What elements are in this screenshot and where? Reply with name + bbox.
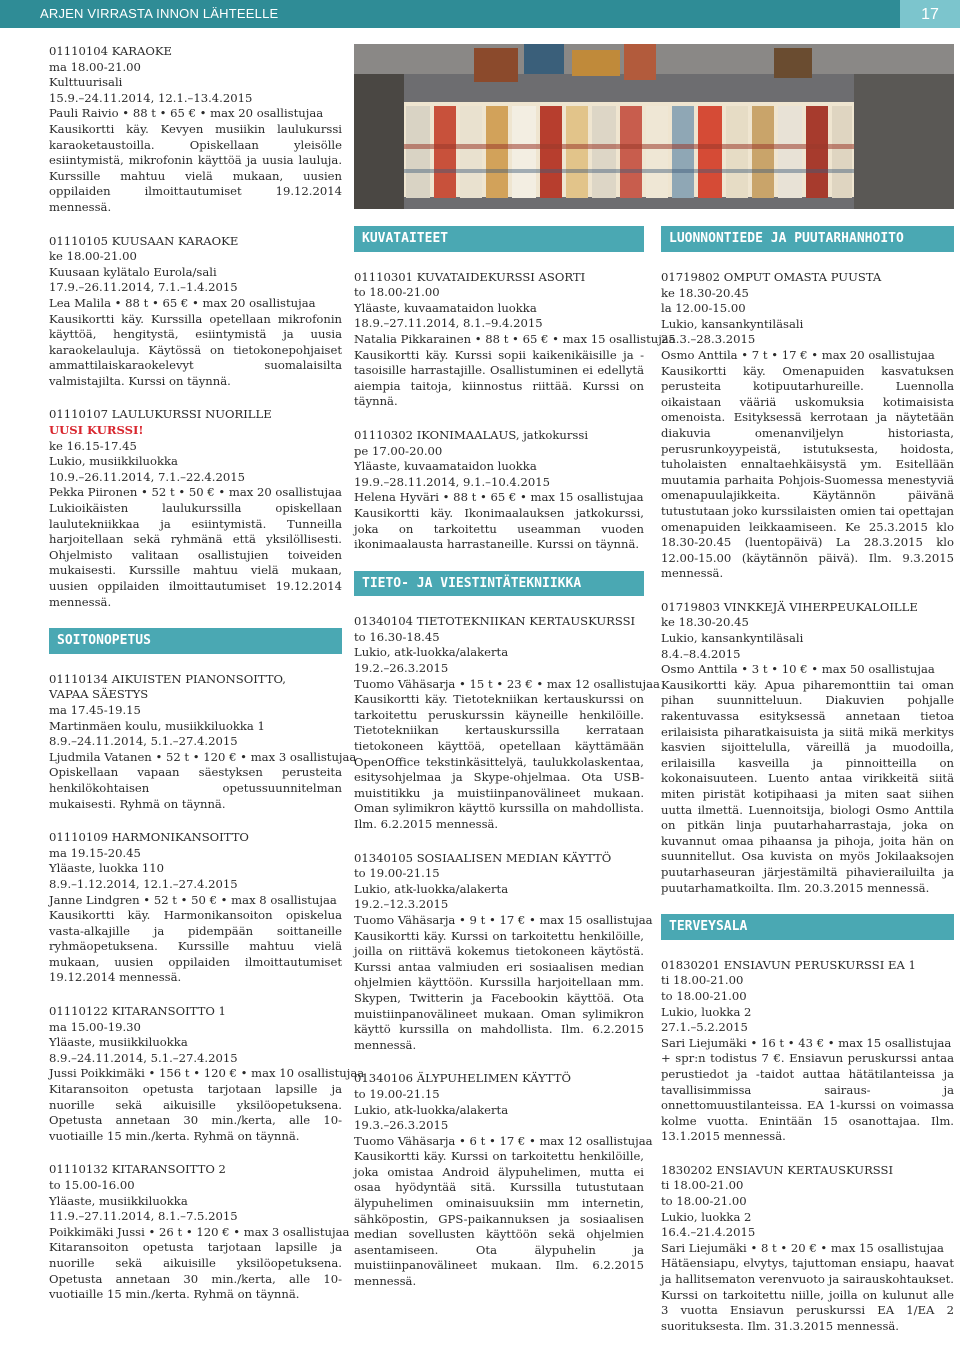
course-description: Kausikortti käy. Harmonikansoiton opiskelua vasta-alkajille ja pidempään soittaneille ryhmäopetuksena. Kurssille mahtuu vielä mukaan, uusien oppilaiden ilmoittautumiset 19.12.2014 mennessä. — [49, 908, 342, 985]
column-1 — [49, 44, 365, 1321]
course-teacher: Ljudmila Vatanen • 52 t • 120 € • max 3 osallistujaa — [49, 749, 357, 764]
course-ensiapu-perus — [661, 958, 954, 1145]
course-time-2: to 18.00-21.00 — [661, 1194, 747, 1209]
course-title: 01110134 AIKUISTEN PIANONSOITTO, — [49, 671, 286, 686]
course-time: ma 18.00-21.00 — [49, 59, 141, 74]
course-dates: 19.2.–26.3.2015 — [354, 661, 449, 676]
course-teacher: Sari Liejumäki • 16 t • 43 € • max 15 osallistujaa — [661, 1035, 952, 1050]
course-time: ma 17.45-19.15 — [49, 702, 141, 717]
course-location: Yläaste, musiikkiluokka — [49, 1035, 188, 1050]
course-description: Kausikortti käy. Ikonimaalauksen jatkokurssi, joka on tarkoitettu useamman vuoden ikonimaalausta harrastaneille. Kurssi on täynnä. — [354, 505, 644, 552]
course-title: 01110107 LAULUKURSSI NUORILLE — [49, 407, 272, 422]
course-description: Kausikortti käy. Kurssilla opetellaan mikrofonin käyttöä, hengitystä, esiintymistä ja uusia karaokelauluja. Käytössä on tietokonepohjaiset ammattilaiskaraokelevyt suomalaisilta valmistajilta. Kurssi on täynnä. — [49, 311, 342, 388]
course-time: ti 18.00-21.00 — [661, 973, 744, 988]
course-dates: 10.9.–26.11.2014, 7.1.–22.4.2015 — [49, 469, 245, 484]
course-description: Lukioikäisten laulukurssilla opiskellaan laulutekniikkaa ja esiintymistä. Tunneilla harjoitellaan sekä ryhmänä että yksilöllisesti. Ohjelmisto valitaan osallistujien toiveiden mukaisesti. Kurssille mahtuu vielä mukaan, uusien oppilaiden ilmoittautumiset 19.12.2014 mennessä. — [49, 501, 342, 609]
course-dates: 8.9.–24.11.2014, 5.1.–27.4.2015 — [49, 734, 238, 749]
course-title: 01340105 SOSIAALISEN MEDIAN KÄYTTÖ — [354, 850, 612, 865]
course-tietotekniikka-kertaus — [354, 614, 660, 832]
course-location: Yläaste, kuvaamataidon luokka — [354, 459, 537, 474]
course-location: Kulttuurisali — [49, 75, 123, 90]
course-description: Kausikortti käy. Tietotekniikan kertauskurssi on tarkoitettu peruskurssin käyneille henkilöille. Tietotekniikan kertauskurssilla kerrataan tietokoneen käyttöä, opetellaan käyttämään OpenOffice tekstinkäsittelyä, taulukkolaskentaa, esitysohjelmaa ja Skype-ohjelmaa. Ota USB-muistitikku ja muistiinpanovälineet mukaan. Oman sylimikron käyttö kurssilla on mahdollista. Ilm. 6.2.2015 mennessä. — [354, 692, 644, 831]
course-location: Lukio, luokka 2 — [661, 1004, 752, 1019]
course-dates: 15.9.–24.11.2014, 12.1.–13.4.2015 — [49, 90, 253, 105]
course-time: ke 18.30-20.45 — [661, 285, 749, 300]
course-description: Hätäensiapu, elvytys, tajuttoman ensiapu, haavat ja hallitsematon verenvuoto ja sairauskohtaukset. Kurssi on tarkoitettu niille, joilla on kulunut alle 3 vuotta Ensiavun peruskurssi EA 1/EA 2 suorituksesta. Ilm. 31.3.2015 mennessä. — [661, 1256, 954, 1333]
course-title: 01110302 IKONIMAALAUS, jatkokurssi — [354, 427, 589, 442]
course-vinkkeja — [661, 600, 954, 896]
page-number: 17 — [900, 0, 960, 28]
course-location: Lukio, kansankyntiläsali — [661, 316, 804, 331]
course-location: Kuusaan kylätalo Eurola/sali — [49, 264, 217, 279]
course-description: Kausikortti käy. Omenapuiden kasvatuksen perusteita kotipuutarhureille. Luennolla oikaistaan vääriä uskomuksia kotimaisista omenoista. Esityksessä kerrotaan ja näytetään diakuvia omenanviljelyn historiasta, perusrunkoyypeistä, istutuksesta, hoidosta, tuholaisten ennaltaehkäisystä ym. Esitellään muutamia parhaita Pohjois-Suomessa menestyviä omenapuulajikkeita. Käytännön päivänä tutustutaan joko kurssilaisten omien tai opettajan omenapuiden leikkaamiseen. Ke 25.3.2015 klo 18.30-20.45 (luentopäivä) La 28.3.2015 klo 12.00-15.00 (käytännön päivä). Ilm. 9.3.2015 mennessä. — [661, 363, 954, 581]
course-description: Kausikortti käy. Kevyen musiikin laulukurssi karaoketaustoilla. Opiskellaan yleisölle esiintymistä, mikrofonin käyttöä ja uusia lauluja. Kurssille mahtuu vielä mukaan, uusien oppilaiden ilmoittautumiset 19.12.2014 mennessä. — [49, 121, 342, 214]
course-teacher: Jussi Poikkimäki • 156 t • 120 € • max 10 osallistujaa — [49, 1066, 365, 1081]
course-time: to 19.00-21.15 — [354, 1086, 440, 1101]
course-dates: 19.9.–28.11.2014, 9.1.–10.4.2015 — [354, 474, 550, 489]
course-dates: 11.9.–27.11.2014, 8.1.–7.5.2015 — [49, 1209, 238, 1224]
course-teacher: Sari Liejumäki • 8 t • 20 € • max 15 osallistujaa — [661, 1240, 944, 1255]
course-title: 01719802 OMPUT OMASTA PUUSTA — [661, 270, 882, 284]
course-sosiaalinen-media — [354, 850, 653, 1054]
section-luonnontiede-ja-puutarhanhoito: LUONNONTIEDE JA PUUTARHANHOITO — [661, 226, 954, 252]
course-location: Yläaste, musiikkiluokka — [49, 1193, 188, 1208]
course-alypuhelin — [354, 1071, 653, 1289]
course-time: to 15.00-16.00 — [49, 1178, 135, 1192]
course-dates: 8.9.–1.12.2014, 12.1.–27.4.2015 — [49, 876, 238, 891]
course-teacher: Janne Lindgren • 52 t • 50 € • max 8 osallistujaa — [49, 892, 337, 907]
course-title: 01110105 KUUSAAN KARAOKE — [49, 233, 239, 248]
section-terveysala: TERVEYSALA — [661, 914, 954, 940]
course-time: to 19.00-21.15 — [354, 866, 440, 881]
course-dates: 17.9.–26.11.2014, 7.1.–1.4.2015 — [49, 280, 238, 295]
section-soitonopetus: SOITONOPETUS — [49, 628, 342, 654]
course-title: 01110122 KITARANSOITTO 1 — [49, 1004, 226, 1019]
new-course-badge: UUSI KURSSI! — [49, 423, 144, 438]
course-title: 01110109 HARMONIKANSOITTO — [49, 830, 249, 845]
course-dates: 8.4.–8.4.2015 — [661, 646, 741, 661]
page-header — [0, 0, 960, 28]
column-2 — [354, 222, 676, 1308]
course-location: Martinmäen koulu, musiikkiluokka 1 — [49, 718, 265, 733]
header-title: ARJEN VIRRASTA INNON LÄHTEELLE — [40, 6, 279, 21]
course-dates: 19.3.–26.3.2015 — [354, 1118, 449, 1133]
course-title: 01830201 ENSIAVUN PERUSKURSSI EA 1 — [661, 957, 916, 972]
course-title: 01110104 KARAOKE — [49, 44, 172, 58]
course-title-cont: VAPAA SÄESTYS — [49, 687, 149, 702]
course-time-2: to 18.00-21.00 — [661, 988, 747, 1003]
course-time-2: la 12.00-15.00 — [661, 301, 746, 316]
course-teacher: Lea Malila • 88 t • 65 € • max 20 osallistujaa — [49, 295, 316, 310]
course-description: Kausikortti käy. Kurssi on tarkoitettu henkilöille, joka omistaa Android älypuhelimen, mutta ei osaa hyödyntää sitä. Kurssilla tutustutaan älypuhelimen ominaisuuksiin mm internetin, sähköpostin, GPS-paikannuksen ja sosiaalisen median sovellusten käyttöön sekä ohjelmien asentamiseen. Ota älypuhelin ja muistiinpanovälineet mukaan. Ilm. 6.2.2015 mennessä. — [354, 1149, 644, 1289]
course-teacher: Poikkimäki Jussi • 26 t • 120 € • max 3 osallistujaa — [49, 1224, 350, 1239]
course-teacher: Tuomo Vähäsarja • 6 t • 17 € • max 12 osallistujaa — [354, 1133, 653, 1148]
course-time: to 18.00-21.00 — [354, 285, 440, 300]
course-karaoke — [49, 44, 342, 216]
course-dates: 18.9.–27.11.2014, 8.1.–9.4.2015 — [354, 316, 543, 331]
course-title: 01340106 ÄLYPUHELIMEN KÄYTTÖ — [354, 1071, 571, 1086]
course-harmonikka — [49, 830, 342, 986]
course-dates: 25.3.–28.3.2015 — [661, 332, 756, 347]
course-time: pe 17.00-20.00 — [354, 443, 443, 458]
course-time: to 16.30-18.45 — [354, 629, 440, 644]
course-teacher: Tuomo Vähäsarja • 15 t • 23 € • max 12 osallistujaa — [354, 676, 660, 691]
course-teacher: Osmo Anttila • 7 t • 17 € • max 20 osallistujaa — [661, 347, 935, 362]
course-teacher: Helena Hyväri • 88 t • 65 € • max 15 osallistujaa — [354, 490, 644, 505]
course-time: ma 15.00-19.30 — [49, 1019, 141, 1034]
course-kuusaan-karaoke — [49, 234, 342, 390]
course-description: Kausikortti käy. Kurssi sopii kaikenikäisille ja -tasoisille harrastajille. Osallistuminen ei edellytä aiempia taitoja, kiinnostus riittää. Kurssi on täynnä. — [354, 347, 644, 409]
course-location: Yläaste, luokka 110 — [49, 861, 164, 876]
course-time: ke 18.30-20.45 — [661, 615, 749, 630]
course-dates: 16.4.–21.4.2015 — [661, 1225, 756, 1240]
course-piano — [49, 671, 357, 812]
course-teacher: Osmo Anttila • 3 t • 10 € • max 50 osallistujaa — [661, 662, 935, 677]
course-dates: 19.2.–12.3.2015 — [354, 897, 449, 912]
section-tieto-ja-viestintatekniikka: TIETO- JA VIESTINTÄTEKNIIKKA — [354, 571, 644, 597]
course-dates: 8.9.–24.11.2014, 5.1.–27.4.2015 — [49, 1050, 238, 1065]
textile-photo — [354, 44, 954, 209]
course-teacher: Pekka Piironen • 52 t • 50 € • max 20 osallistujaa — [49, 485, 342, 500]
course-location: Lukio, kansankyntiläsali — [661, 631, 804, 646]
course-description: + spr:n todistus 7 €. Ensiavun peruskurssi antaa perustiedot ja -taidot auttaa hätätilanteissa ja tavallisimmissa sairaus- ja onnettomuustilanteissa. EA 1-kurssi on voimassa kolme vuotta. Enintään 15 osanottajaa. Ilm. 13.1.2015 mennessä. — [661, 1051, 954, 1144]
course-description: Kitaransoiton opetusta tarjotaan lapsille ja nuorille sekä aikuisille yksilöopetuksena. Opetusta annetaan 30 min./kerta, alle 10-vuotiaille 15 min./kerta. Ryhmä on täynnä. — [49, 1240, 342, 1302]
course-location: Lukio, musiikkiluokka — [49, 454, 178, 469]
course-description: Kausikortti käy. Kurssi on tarkoitettu henkilöille, joilla on riittävä kokemus tietokoneen käytöstä. Kurssi antaa valmiuden eri sosiaalisen median ohjelmien käyttöön. Kurssilla harjoitellaan mm. Skypen, Twitterin ja Facebookin käyttöä. Ota muistiinpanovälineet mukaan. Oman sylimikron käyttö kurssilla on mahdollista. Ilm. 6.2.2015 mennessä. — [354, 928, 644, 1052]
course-description: Kitaransoiton opetusta tarjotaan lapsille ja nuorille sekä aikuisille yksilöopetuksena. Opetusta annetaan 30 min./kerta, alle 10-vuotiaille 15 min./kerta. Ryhmä on täynnä. — [49, 1082, 342, 1143]
course-title: 01340104 TIETOTEKNIIKAN KERTAUSKURSSI — [354, 614, 636, 629]
course-location: Lukio, luokka 2 — [661, 1209, 752, 1224]
course-title: 01110132 KITARANSOITTO 2 — [49, 1162, 226, 1177]
course-teacher: Tuomo Vähäsarja • 9 t • 17 € • max 15 osallistujaa — [354, 912, 653, 927]
course-title: 01110301 KUVATAIDEKURSSI ASORTI — [354, 269, 586, 284]
course-location: Yläaste, kuvaamataidon luokka — [354, 300, 537, 315]
course-location: Lukio, atk-luokka/alakerta — [354, 645, 509, 660]
course-ikonimaalaus — [354, 428, 644, 553]
course-time: ke 16.15-17.45 — [49, 438, 137, 453]
course-teacher: Natalia Pikkarainen • 88 t • 65 € • max 15 osallistujaa — [354, 331, 676, 346]
course-dates: 27.1.–5.2.2015 — [661, 1020, 748, 1035]
course-description: Opiskellaan vapaan säestyksen perusteita henkilökohtaisen opetussuunnitelman mukaisesti. Ryhmä on täynnä. — [49, 765, 342, 811]
course-omput — [661, 270, 954, 582]
course-description: Kausikortti käy. Apua piharemonttiin tai oman pihan suunnitteluun. Diakuvien pohjalle rakentuvassa esityksessä annetaan tietoa erilaisista piharatkaisuista ja siitä mikä merkitys kasvien sijoittelulla, väreillä ja muodoilla, erilaisilla kasveilla ja pinnoitteilla on kokonaisuuteen. Luento antaa virikkeitä siitä miten piristät kotipihaasi ja miten saat siihen uutta ilmettä. Luennoitsija, biologi Osmo Anttila on pitkän linja puutarhaharrastaja, joka on kuvannut omaa pihaansa ja pihoja, joita hän on suunnitellut. Osa kuvista on myös Jokilaaksojen puutarhaseuran järjestämiltä pihavierailuilta ja puutarhamatkoilta. Ilm. 20.3.2015 mennessä. — [661, 677, 954, 895]
course-time: ti 18.00-21.00 — [661, 1178, 744, 1193]
course-title: 1830202 ENSIAVUN KERTAUSKURSSI — [661, 1162, 894, 1177]
course-ensiapu-kertaus — [661, 1163, 954, 1335]
course-location: Lukio, atk-luokka/alakerta — [354, 881, 509, 896]
course-title: 01719803 VINKKEJÄ VIHERPEUKALOILLE — [661, 599, 918, 614]
course-laulukurssi — [49, 407, 342, 610]
course-kitara-1 — [49, 1004, 365, 1144]
course-kitara-2 — [49, 1162, 350, 1302]
course-time: ma 19.15-20.45 — [49, 845, 141, 860]
section-kuvataiteet: KUVATAITEET — [354, 226, 644, 252]
course-asorti — [354, 269, 676, 410]
course-location: Lukio, atk-luokka/alakerta — [354, 1102, 509, 1117]
column-3 — [661, 222, 954, 1352]
course-time: ke 18.00-21.00 — [49, 249, 137, 264]
course-teacher: Pauli Raivio • 88 t • 65 € • max 20 osallistujaa — [49, 106, 324, 121]
